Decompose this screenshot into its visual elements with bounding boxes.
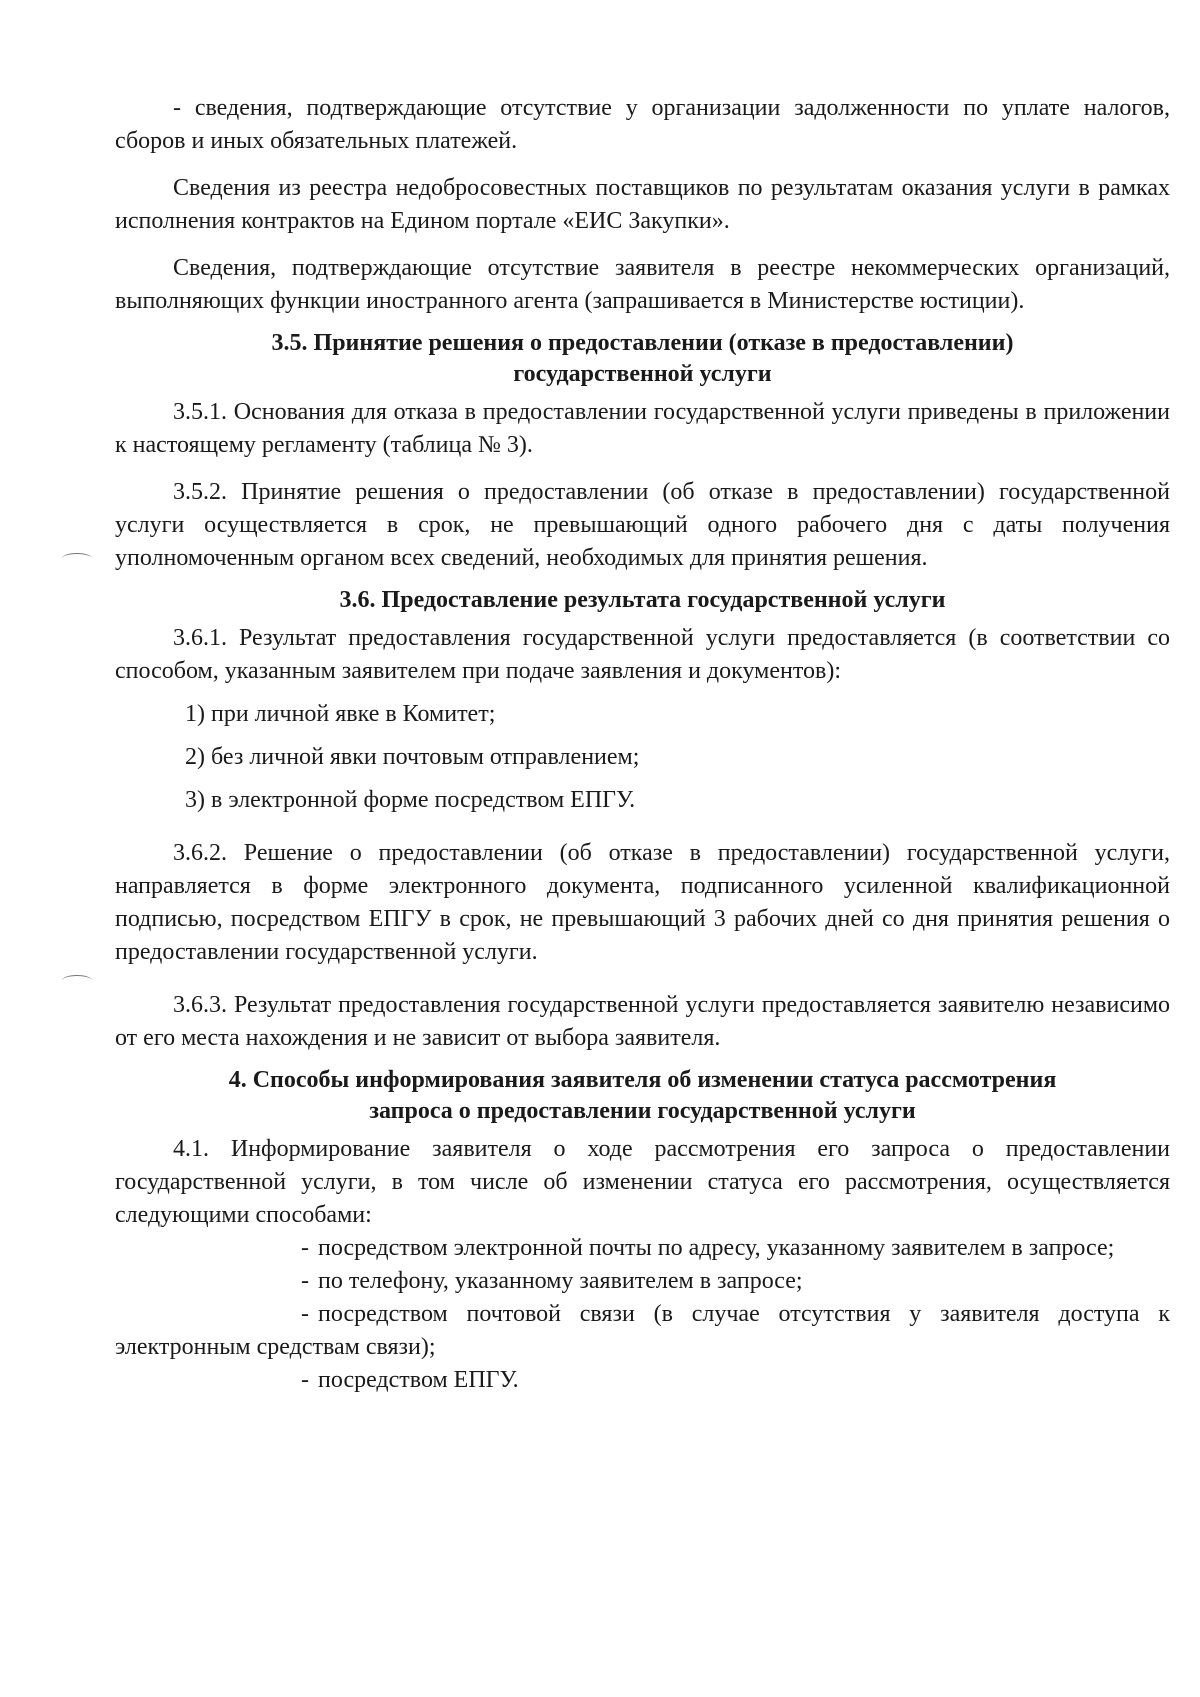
- paragraph-4-1: 4.1. Информирование заявителя о ходе рассмотрения его запроса о предоставлении государственной услуги, в том числе об изменении статуса его рассмотрения, осуществляется следующими способами:: [115, 1136, 1170, 1228]
- dash-marker: -: [301, 1235, 309, 1261]
- dash-list-text: посредством электронной почты по адресу, указанному заявителем в запросе;: [318, 1235, 1115, 1261]
- paragraph-debt-info: - сведения, подтверждающие отсутствие у организации задолженности по уплате налогов, сборов и иных обязательных платежей.: [115, 95, 1170, 154]
- dash-marker: -: [301, 1367, 309, 1393]
- document-body: [115, 92, 1170, 1397]
- dash-list-text: посредством ЕПГУ.: [318, 1367, 519, 1393]
- paragraph-3-5-1: 3.5.1. Основания для отказа в предоставлении государственной услуги приведены в приложении к настоящему регламенту (таблица № 3).: [115, 399, 1170, 458]
- paragraph-3-6-2: 3.6.2. Решение о предоставлении (об отказе в предоставлении) государственной услуги, направляется в форме электронного документа, подписанного усиленной квалификационной подписью, посредством ЕПГУ в срок, не превышающий 3 рабочих дней со дня принятия решения о предоставлении государственной услуги.: [115, 840, 1170, 965]
- section-heading-3-6: 3.6. Предоставление результата государственной услуги: [339, 587, 946, 613]
- paragraph-foreign-agent: Сведения, подтверждающие отсутствие заявителя в реестре некоммерческих организаций, выполняющих функции иностранного агента (запрашивается в Министерстве юстиции).: [115, 255, 1170, 314]
- list-item: 2) без личной явки почтовым отправлением;: [185, 744, 640, 770]
- dash-list-item: [115, 1364, 1170, 1397]
- section-heading-4: [115, 1065, 1170, 1127]
- heading-line: запроса о предоставлении государственной услуги: [369, 1098, 916, 1124]
- list-item: 3) в электронной форме посредством ЕПГУ.: [185, 787, 636, 813]
- heading-line: государственной услуги: [513, 361, 772, 387]
- dash-list-text: по телефону, указанному заявителем в запросе;: [318, 1268, 803, 1294]
- paragraph-3-5-2: 3.5.2. Принятие решения о предоставлении (об отказе в предоставлении) государственной услуги осуществляется в срок, не превышающий одного рабочего дня с даты получения уполномоченным органом всех сведений, необходимых для принятия решения.: [115, 479, 1170, 571]
- paragraph-3-6-1: 3.6.1. Результат предоставления государственной услуги предоставляется (в соответствии со способом, указанным заявителем при подаче заявления и документов):: [115, 625, 1170, 684]
- section-heading-3-5: [115, 328, 1170, 390]
- paragraph-3-6-3: 3.6.3. Результат предоставления государственной услуги предоставляется заявителю независимо от его места нахождения и не зависит от выбора заявителя.: [115, 992, 1170, 1051]
- margin-mark: [62, 553, 92, 564]
- heading-line: 4. Способы информирования заявителя об изменении статуса рассмотрения: [228, 1067, 1057, 1093]
- list-item: 1) при личной явке в Комитет;: [185, 701, 496, 727]
- paragraph-unfair-suppliers: Сведения из реестра недобросовестных поставщиков по результатам оказания услуги в рамках исполнения контрактов на Едином портале «ЕИС Закупки».: [115, 175, 1170, 234]
- dash-list-item: [115, 1232, 1170, 1265]
- dash-marker: -: [301, 1301, 309, 1327]
- heading-line: 3.5. Принятие решения о предоставлении (отказе в предоставлении): [271, 330, 1014, 356]
- dash-list-text: посредством почтовой связи (в случае отсутствия у заявителя доступа к электронным средствам связи);: [115, 1301, 1170, 1360]
- dash-list-item: [115, 1298, 1170, 1364]
- dash-list-item: [115, 1265, 1170, 1298]
- margin-mark: [62, 975, 92, 986]
- dash-marker: -: [301, 1268, 309, 1294]
